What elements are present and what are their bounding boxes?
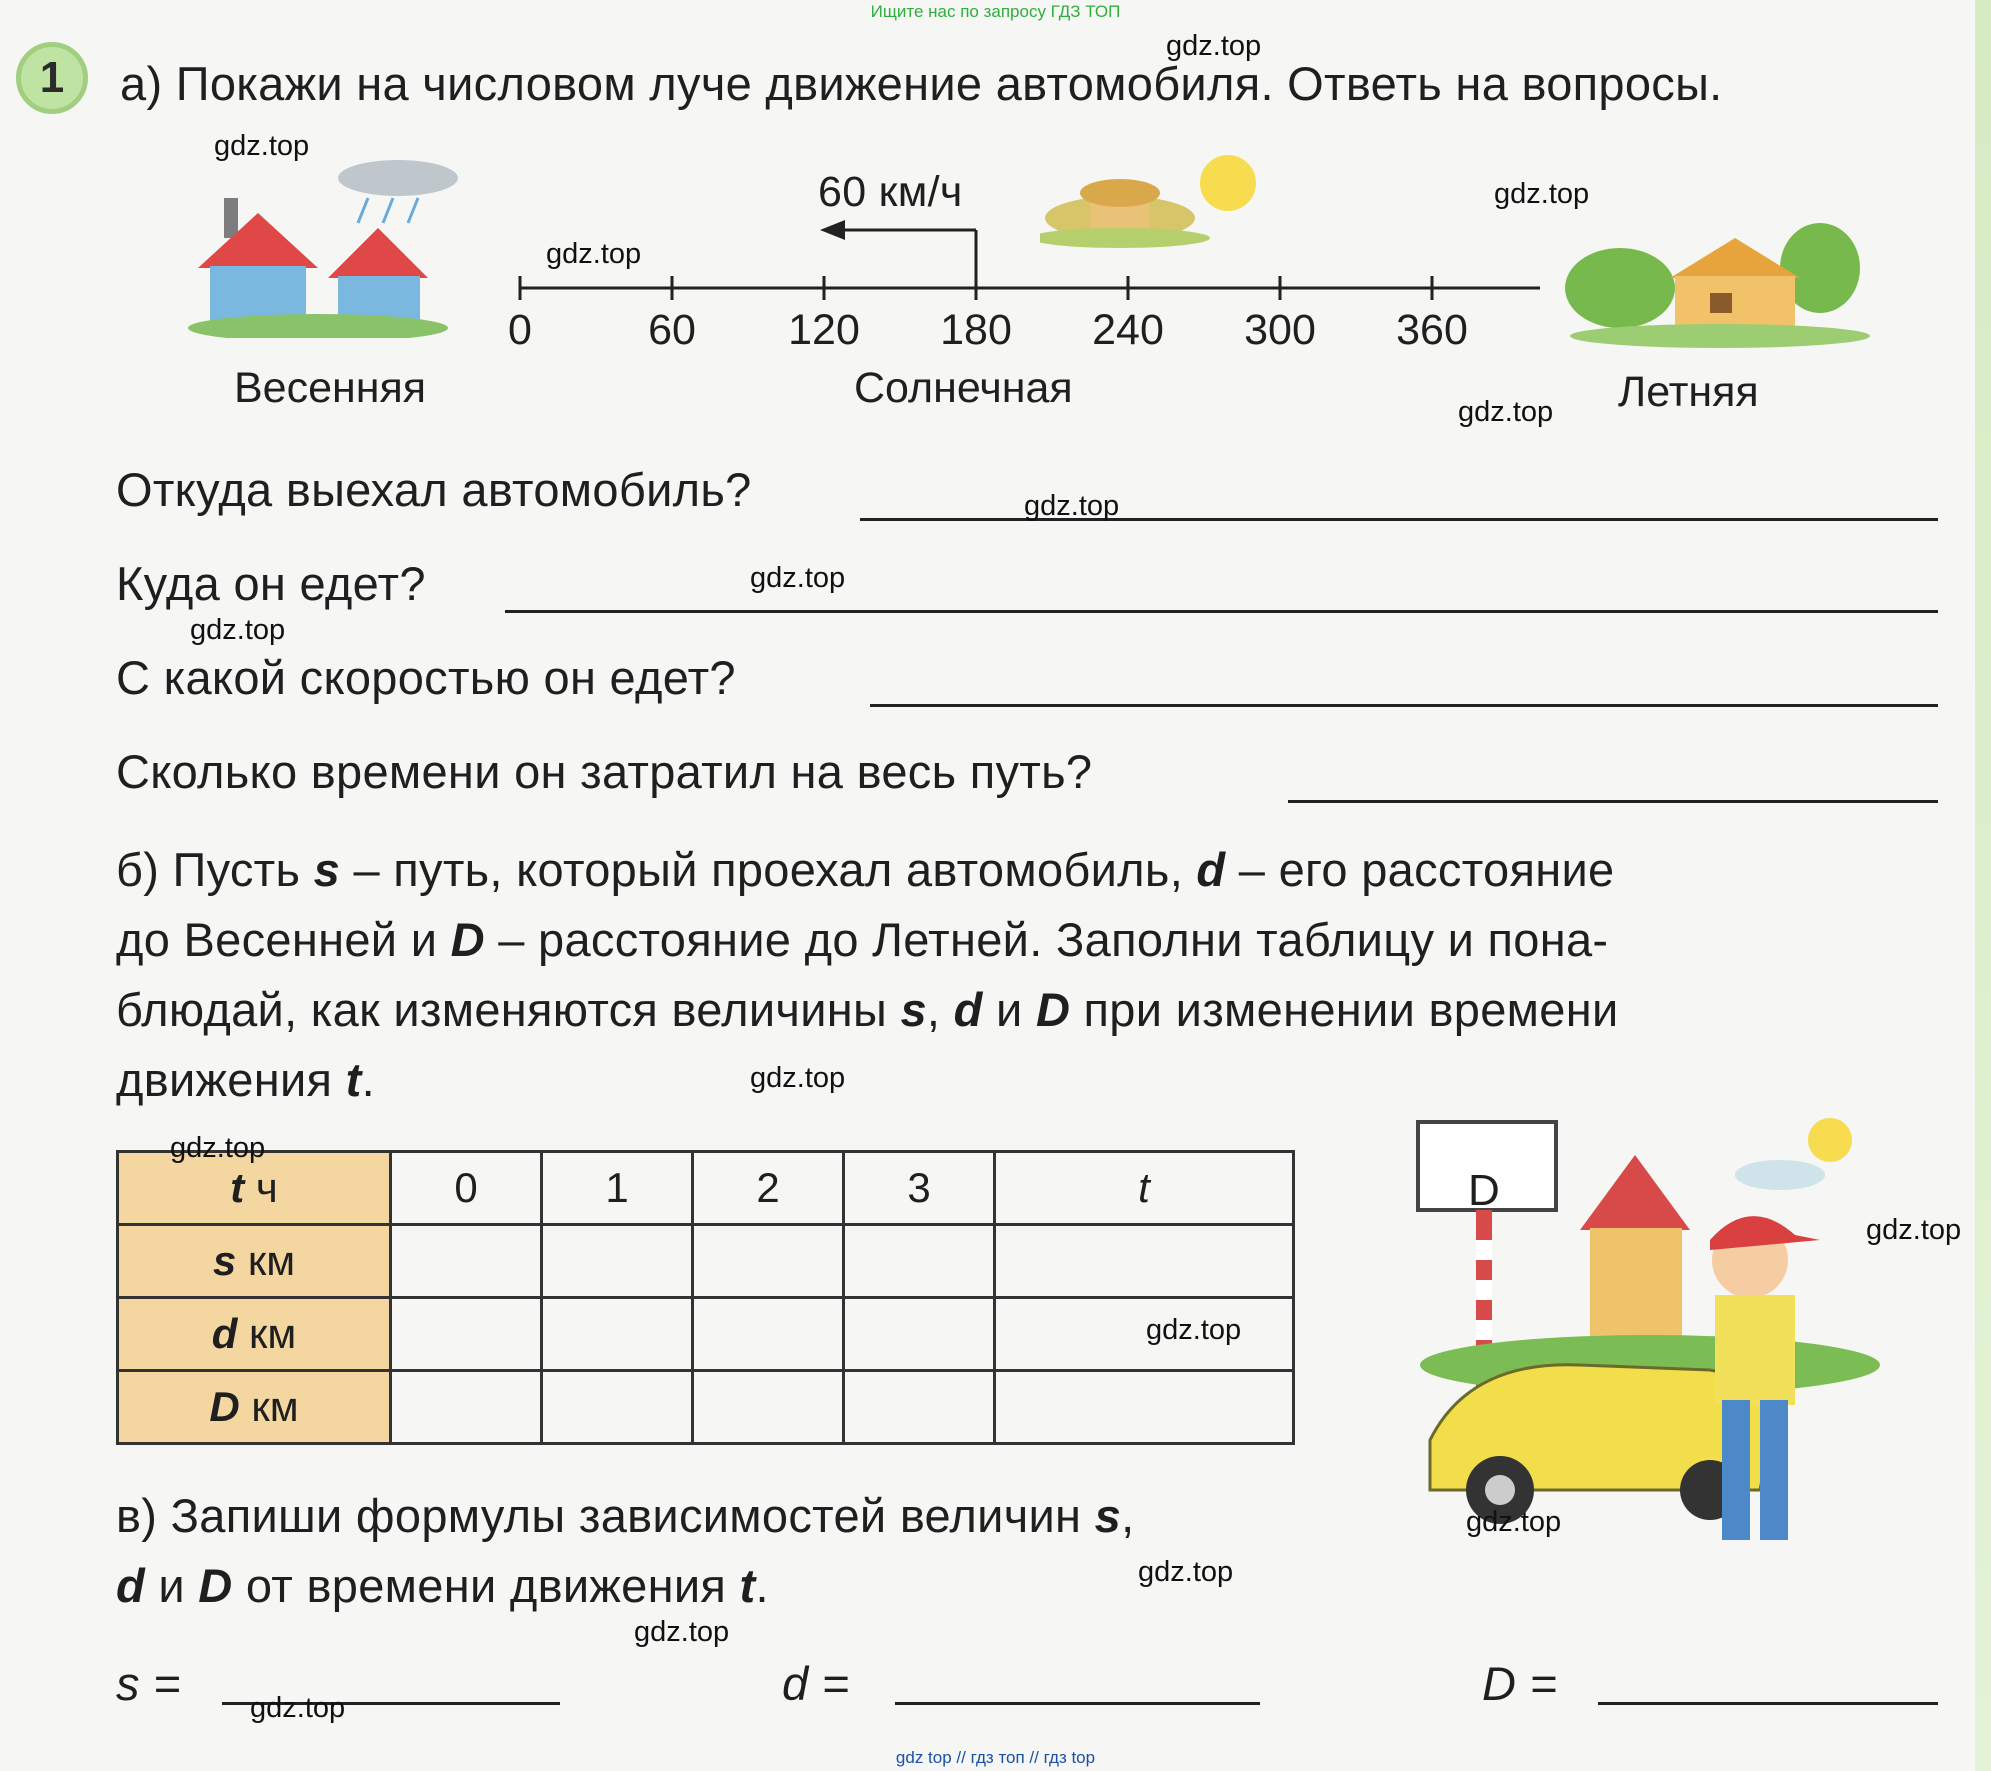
tick-label: 120 [788, 306, 860, 354]
watermark: gdz.top [250, 1692, 346, 1724]
tick-label: 240 [1092, 306, 1164, 354]
table-cell: 1 [542, 1152, 693, 1225]
answer-line-2[interactable] [505, 610, 1938, 613]
question-2: Куда он едет? [116, 557, 426, 610]
table-row [118, 1152, 1294, 1225]
header-note: Ищите нас по запросу ГДЗ ТОП [870, 2, 1121, 21]
answer-line-1[interactable] [860, 518, 1938, 521]
table-cell[interactable] [391, 1225, 542, 1298]
table-cell[interactable] [391, 1371, 542, 1444]
place-label-sunny: Солнечная [854, 364, 1073, 412]
formula-d-label: d = [782, 1657, 850, 1710]
table-cell[interactable] [995, 1298, 1294, 1371]
watermark: gdz.top [1466, 1506, 1562, 1538]
watermark: gdz.top [1166, 30, 1262, 62]
table-cell[interactable] [693, 1225, 844, 1298]
watermark: gdz.top [214, 130, 310, 162]
watermark: gdz.top [1866, 1214, 1962, 1246]
question-1: Откуда выехал автомобиль? [116, 463, 752, 516]
part-c-line-1: в) Запиши формулы зависимостей величин s, [116, 1489, 1135, 1542]
table-cell[interactable] [995, 1225, 1294, 1298]
watermark: gdz.top [190, 614, 286, 646]
row-header-D: D км [118, 1371, 391, 1444]
watermark: gdz.top [170, 1132, 266, 1164]
speed-label: 60 км/ч [818, 168, 963, 216]
part-a-instruction: а) Покажи на числовом луче движение автомобиля. Ответь на вопросы. [120, 57, 1723, 110]
formula-D-label: D = [1482, 1657, 1558, 1710]
spring-village-illustration [188, 158, 468, 338]
distance-sign-letter: D [1468, 1166, 1501, 1215]
watermark: gdz.top [750, 1062, 846, 1094]
table-cell: 0 [391, 1152, 542, 1225]
part-b-line-3: блюдай, как изменяются величины s, d и D при изменении времени [116, 983, 1619, 1036]
table-cell[interactable] [542, 1298, 693, 1371]
table-row [118, 1225, 1294, 1298]
watermark: gdz.top [1024, 490, 1120, 522]
formula-s-label: s = [116, 1657, 181, 1710]
place-label-spring: Весенняя [234, 364, 427, 412]
part-c-line-2: d и D от времени движения t. [116, 1559, 769, 1612]
table-cell[interactable] [391, 1298, 542, 1371]
watermark: gdz.top [546, 238, 642, 270]
watermark: gdz.top [1138, 1556, 1234, 1588]
table-cell: t [995, 1152, 1294, 1225]
table-cell[interactable] [693, 1371, 844, 1444]
answer-line-3[interactable] [870, 704, 1938, 707]
table-cell[interactable] [542, 1371, 693, 1444]
part-b-line-2: до Весенней и D – расстояние до Летней. Заполни таблицу и пона- [116, 913, 1609, 966]
part-b-line-4: движения t. [116, 1053, 375, 1106]
values-table [116, 1150, 1295, 1445]
tick-label: 360 [1396, 306, 1468, 354]
page-edge-strip [1975, 0, 1991, 1771]
summer-village-illustration [1560, 198, 1870, 348]
table-cell[interactable] [844, 1225, 995, 1298]
table-row [118, 1371, 1294, 1444]
watermark: gdz.top [1458, 396, 1554, 428]
table-cell[interactable] [693, 1298, 844, 1371]
row-header-s: s км [118, 1225, 391, 1298]
footer-note: gdz top // гдз топ // гдз top [895, 1748, 1096, 1767]
number-line [500, 200, 1560, 300]
table-cell[interactable] [542, 1225, 693, 1298]
table-cell[interactable] [844, 1371, 995, 1444]
place-label-summer: Летняя [1618, 368, 1759, 416]
watermark: gdz.top [750, 562, 846, 594]
tick-label: 0 [508, 306, 532, 354]
question-3: С какой скоростью он едет? [116, 651, 736, 704]
watermark: gdz.top [634, 1616, 730, 1648]
watermark: gdz.top [1146, 1314, 1242, 1346]
table-cell[interactable] [844, 1298, 995, 1371]
part-b-line-1: б) Пусть s – путь, который проехал автомобиль, d – его расстояние [116, 843, 1615, 896]
question-4: Сколько времени он затратил на весь путь? [116, 745, 1093, 798]
tick-label: 60 [648, 306, 696, 354]
answer-line-4[interactable] [1288, 800, 1938, 803]
task-number-badge: 1 [16, 42, 88, 114]
table-cell: 2 [693, 1152, 844, 1225]
formula-D-answer-line[interactable] [1598, 1702, 1938, 1705]
tick-label: 300 [1244, 306, 1316, 354]
table-row [118, 1298, 1294, 1371]
formula-d-answer-line[interactable] [895, 1702, 1260, 1705]
watermark: gdz.top [1494, 178, 1590, 210]
table-cell: 3 [844, 1152, 995, 1225]
row-header-d: d км [118, 1298, 391, 1371]
row-header-t: t ч [118, 1152, 391, 1225]
table-cell[interactable] [995, 1371, 1294, 1444]
tick-label: 180 [940, 306, 1012, 354]
